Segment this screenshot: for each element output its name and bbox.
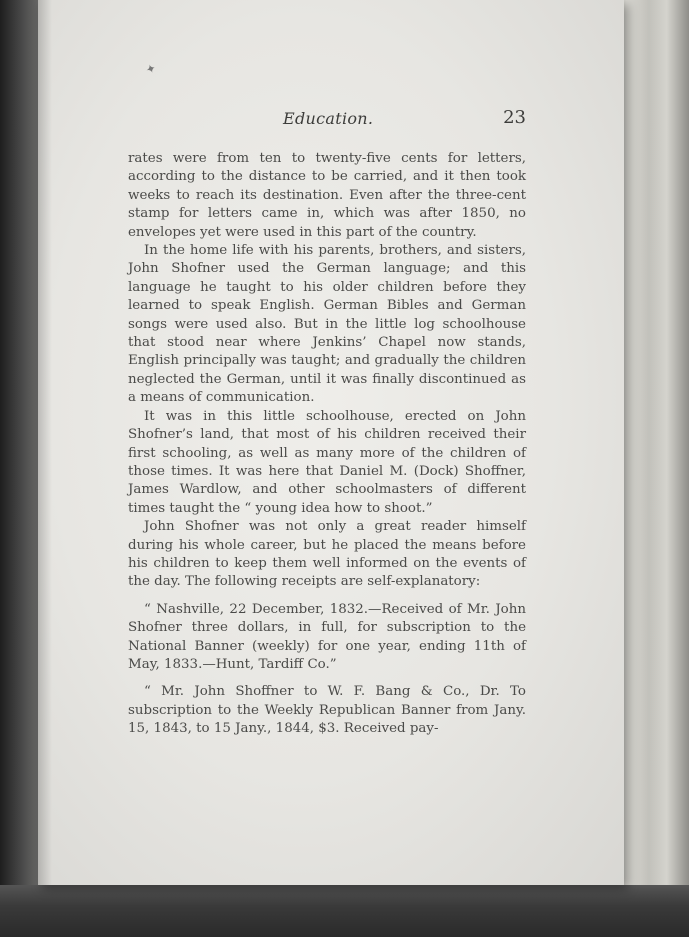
bottom-shadow	[0, 885, 689, 937]
paragraph: rates were from ten to twenty-five cents for letters, according to the distance to be carried, and it then took weeks to reach its destination. Even after the three-cent stamp for letters came in, which was after 1850, no envelopes yet were used in this part of the country.	[128, 151, 526, 240]
paragraph: It was in this little schoolhouse, erected on John Shofner’s land, that most of his children received their first schooling, as well as many more of the children of those times. It was here that Daniel M. (Dock) Shoffner, James Wardlow, and other schoolmasters of different times taught the “ young idea how to shoot.”	[128, 408, 526, 516]
quoted-receipt: “ Nashville, 22 December, 1832.—Received of Mr. John Shofner three dollars, in full, for subscription to the National Banner (weekly) for one year, ending 11th of May, 1833.—Hunt, Tardiff Co.”	[128, 601, 526, 672]
paragraph: In the home life with his parents, brothers, and sisters, John Shofner used the German language; and this language he taught to his older children before they learned to speak English. German Bibles and German songs were used also. But in the little log schoolhouse that stood near where Jenkins’ Chapel now stands, English principally was taught; and gradually the children neglected the German, until it was finally discontinued as a means of communication.	[128, 243, 526, 406]
body-text	[128, 150, 526, 739]
page-number: 23	[503, 107, 526, 128]
running-head	[128, 108, 526, 132]
ink-speck-mark: ✦	[143, 60, 159, 78]
paragraph: John Shofner was not only a great reader himself during his whole career, but he placed the means before his children to keep them well informed on the events of the day. The following receipts are self-explanatory:	[128, 519, 526, 590]
quoted-receipt: “ Mr. John Shoffner to W. F. Bang & Co., Dr. To subscription to the Weekly Republican Banner from Jany. 15, 1843, to 15 Jany., 1844, $3. Received pay-	[128, 684, 526, 737]
running-head-title: Education.	[283, 109, 374, 128]
page-gutter-shade	[38, 0, 52, 885]
